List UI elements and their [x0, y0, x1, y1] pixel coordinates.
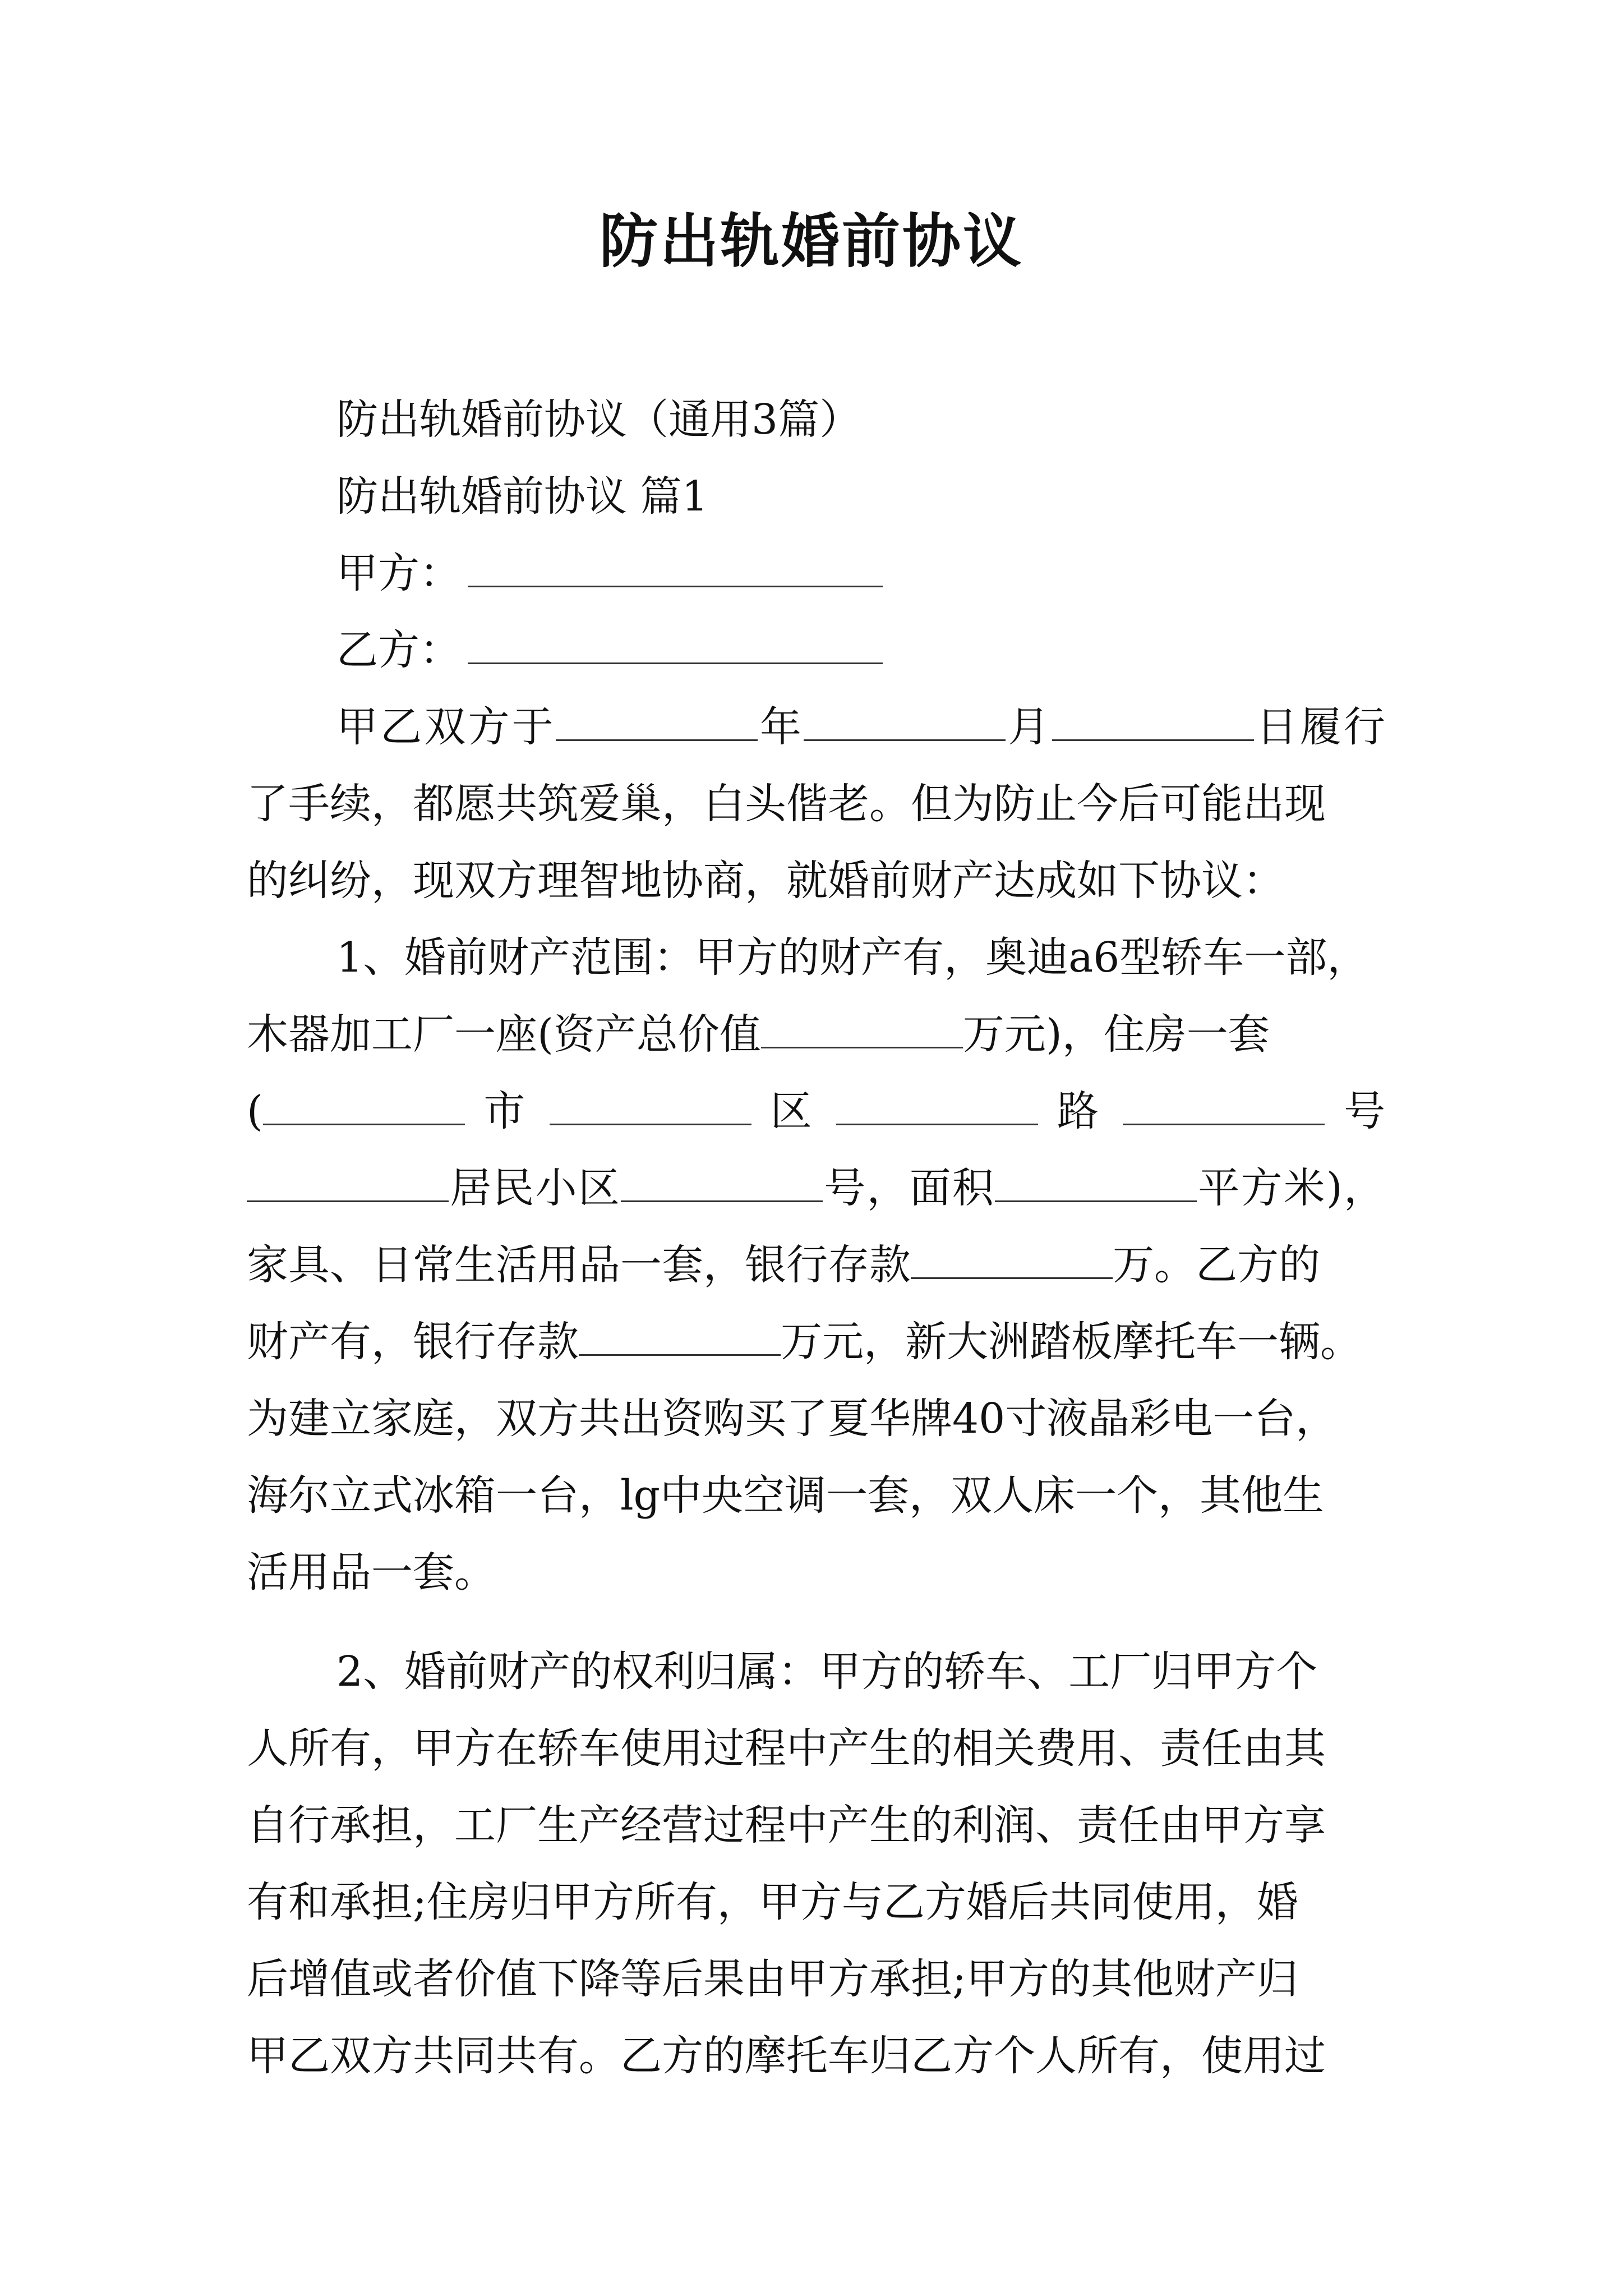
text-fragment: 万元)，住房一套	[962, 1010, 1270, 1059]
text-fragment: 甲乙双方于	[336, 703, 556, 751]
text-fragment: (	[247, 1087, 263, 1135]
paragraph-line	[247, 996, 1385, 1073]
district-blank	[550, 1090, 751, 1125]
text-fragment: 万元，新大洲踏板摩托车一辆。	[781, 1318, 1362, 1366]
text-fragment: 路	[1057, 1087, 1104, 1135]
text-fragment: 平方米)，	[1197, 1164, 1385, 1212]
party-a-label: 甲方：	[336, 549, 461, 597]
text-fragment: 市	[483, 1087, 531, 1135]
paragraph-line: 2、婚前财产的权利归属：甲方的轿车、工厂归甲方个	[336, 1648, 1318, 1696]
day-blank	[1052, 706, 1254, 741]
paragraph-line	[247, 1073, 1385, 1150]
paragraph-spacer	[247, 1611, 1385, 1634]
party-b-label: 乙方：	[336, 626, 461, 674]
deposit-a-blank	[911, 1244, 1113, 1279]
text-fragment: 万。乙方的	[1113, 1241, 1320, 1289]
text-fragment: 家具、日常生活用品一套，银行存款	[247, 1241, 911, 1289]
document-body	[247, 381, 1385, 2095]
paragraph-line	[247, 689, 1385, 766]
paragraph-line	[247, 1150, 1385, 1227]
party-b-line	[247, 612, 1385, 689]
year-blank	[556, 706, 758, 741]
paragraph-line: 有和承担;住房归甲方所有，甲方与乙方婚后共同使用，婚	[247, 1878, 1298, 1926]
subtitle-line: 防出轨婚前协议（通用3篇）	[336, 395, 861, 444]
paragraph-line: 自行承担，工厂生产经营过程中产生的利润、责任由甲方享	[247, 1801, 1326, 1849]
section-heading: 防出轨婚前协议 篇1	[336, 472, 708, 521]
city-blank	[263, 1090, 465, 1125]
paragraph-line: 海尔立式冰箱一台，lg中央空调一套，双人床一个，其他生	[247, 1471, 1325, 1520]
party-a-line	[247, 535, 1385, 612]
text-fragment: 日履行	[1253, 703, 1385, 751]
text-fragment: 区	[770, 1087, 818, 1135]
text-fragment: 月	[1006, 703, 1052, 751]
paragraph-line: 人所有，甲方在轿车使用过程中产生的相关费用、责任由其	[247, 1724, 1326, 1773]
area-blank	[995, 1167, 1197, 1202]
paragraph-line: 甲乙双方共同共有。乙方的摩托车归乙方个人所有，使用过	[247, 2032, 1326, 2080]
asset-value-blank	[761, 1013, 963, 1048]
paragraph-line: 了手续，都愿共筑爱巢，白头偕老。但为防止今后可能出现	[247, 780, 1326, 828]
text-fragment: 木器加工厂一座(资产总价值	[247, 1010, 761, 1059]
text-fragment: 号，面积	[823, 1164, 995, 1212]
house-number-blank	[621, 1167, 823, 1202]
document-title: 防出轨婚前协议	[599, 206, 1023, 275]
paragraph-line: 1、婚前财产范围：甲方的财产有，奥迪a6型轿车一部，	[336, 933, 1369, 982]
text-fragment: 居民小区	[449, 1164, 621, 1212]
paragraph-line: 活用品一套。	[247, 1548, 496, 1596]
deposit-b-blank	[579, 1320, 781, 1356]
paragraph-line: 的纠纷，现双方理智地协商，就婚前财产达成如下协议：	[247, 857, 1284, 905]
paragraph-line: 为建立家庭，双方共出资购买了夏华牌40寸液晶彩电一台，	[247, 1395, 1338, 1443]
community-blank	[247, 1167, 449, 1202]
party-b-blank	[468, 629, 883, 664]
party-a-blank	[468, 552, 883, 587]
month-blank	[804, 706, 1006, 741]
text-fragment: 财产有，银行存款	[247, 1318, 579, 1366]
number-blank	[1123, 1090, 1325, 1125]
paragraph-line	[247, 1304, 1385, 1381]
paragraph-line: 后增值或者价值下降等后果由甲方承担;甲方的其他财产归	[247, 1955, 1298, 2003]
paragraph-line	[247, 1227, 1385, 1304]
text-fragment: 年	[757, 703, 804, 751]
text-fragment: 号	[1344, 1087, 1385, 1135]
road-blank	[836, 1090, 1038, 1125]
